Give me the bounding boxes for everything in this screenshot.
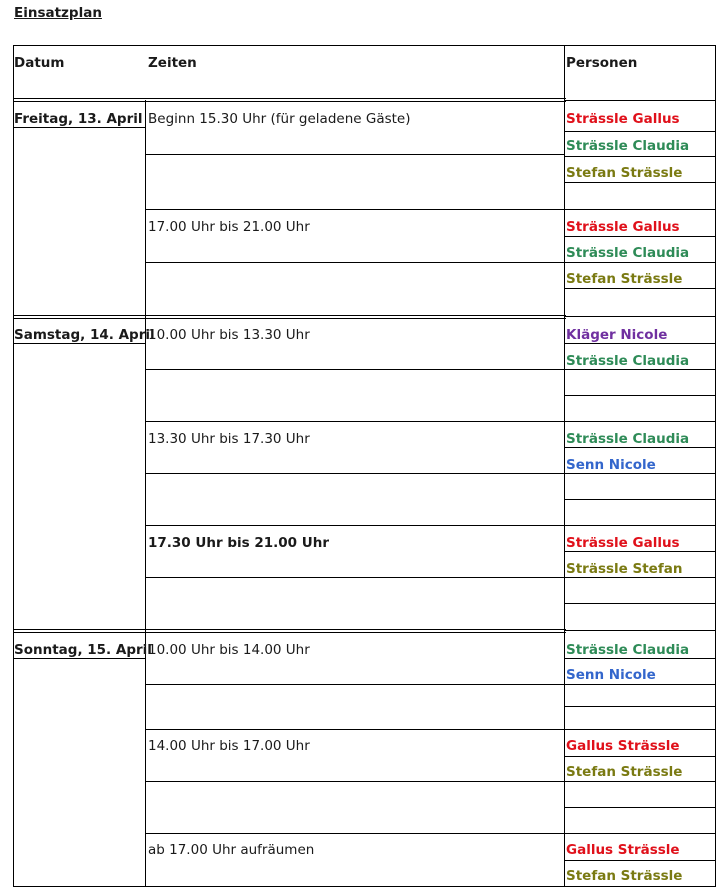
person-name: Gallus Strässle (566, 842, 680, 858)
slot-time: 13.30 Uhr bis 17.30 Uhr (148, 431, 310, 447)
person-name: Strässle Gallus (566, 219, 680, 235)
person-name: Kläger Nicole (566, 327, 668, 343)
slot-time: Beginn 15.30 Uhr (für geladene Gäste) (148, 111, 411, 127)
slot-time: 10.00 Uhr bis 13.30 Uhr (148, 327, 310, 343)
slot-time: 14.00 Uhr bis 17.00 Uhr (148, 738, 310, 754)
person-name: Strässle Claudia (566, 642, 690, 658)
day-date-freitag: Freitag, 13. April (14, 111, 143, 127)
person-name: Strässle Claudia (566, 431, 690, 447)
person-name: Senn Nicole (566, 667, 656, 683)
person-name: Gallus Strässle (566, 738, 680, 754)
day-date-samstag: Samstag, 14. April (14, 327, 155, 343)
day-date-sonntag: Sonntag, 15. April (14, 642, 152, 658)
person-name: Strässle Gallus (566, 535, 680, 551)
header-persons: Personen (566, 55, 638, 71)
header-times: Zeiten (148, 55, 197, 71)
slot-time: 10.00 Uhr bis 14.00 Uhr (148, 642, 310, 658)
person-name: Stefan Strässle (566, 868, 683, 884)
person-name: Strässle Claudia (566, 245, 690, 261)
person-name: Strässle Claudia (566, 138, 690, 154)
person-name: Strässle Stefan (566, 561, 683, 577)
person-name: Stefan Strässle (566, 271, 683, 287)
person-name: Stefan Strässle (566, 165, 683, 181)
header-date: Datum (14, 55, 65, 71)
document-title: Einsatzplan (14, 5, 102, 21)
slot-time: 17.30 Uhr bis 21.00 Uhr (148, 535, 329, 551)
slot-time: 17.00 Uhr bis 21.00 Uhr (148, 219, 310, 235)
person-name: Stefan Strässle (566, 764, 683, 780)
person-name: Strässle Gallus (566, 111, 680, 127)
person-name: Senn Nicole (566, 457, 656, 473)
slot-time: ab 17.00 Uhr aufräumen (148, 842, 315, 858)
person-name: Strässle Claudia (566, 353, 690, 369)
